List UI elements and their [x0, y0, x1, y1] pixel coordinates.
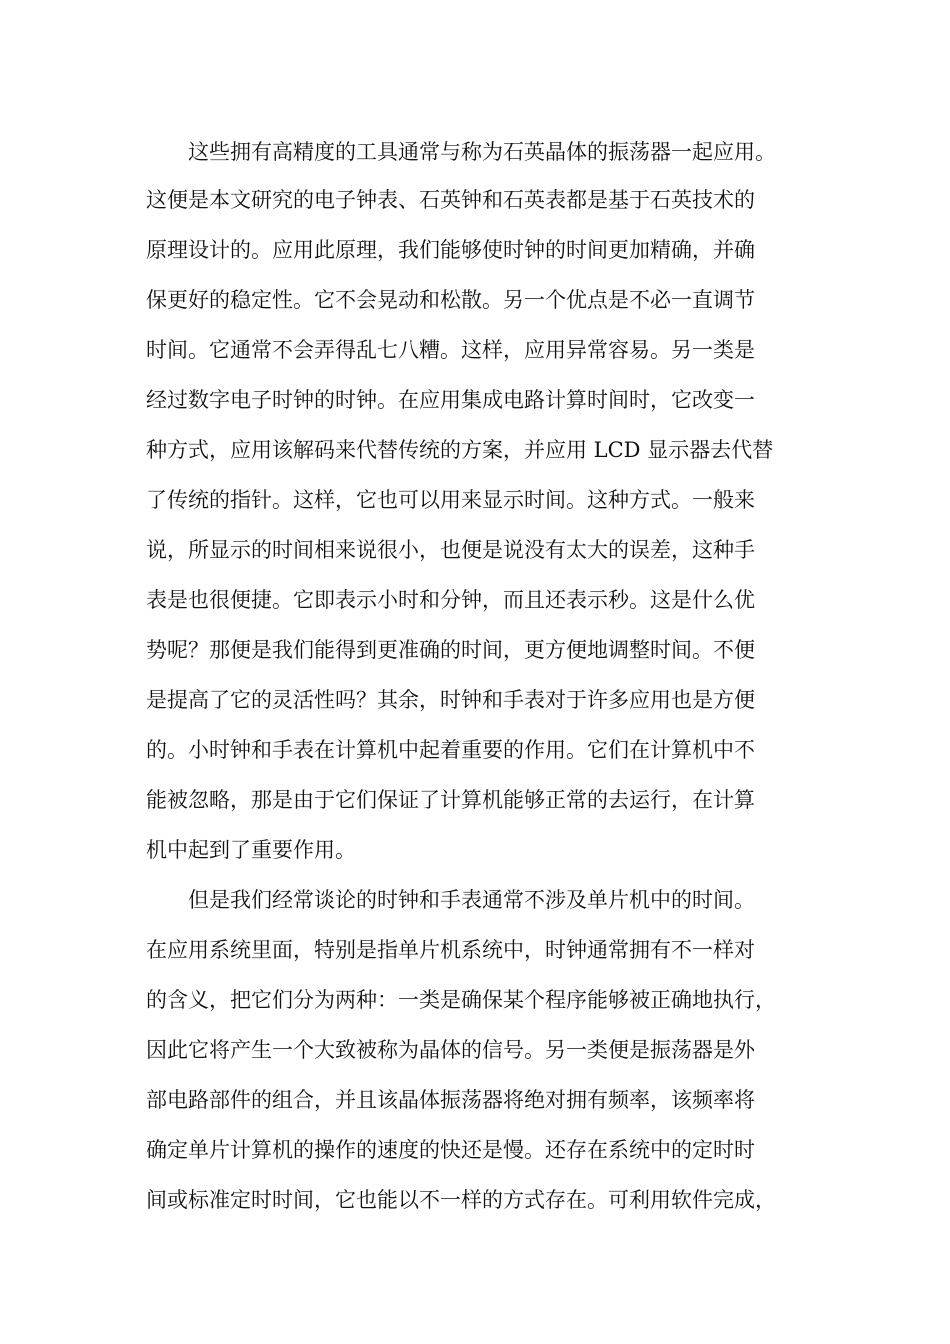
paragraph-2-line-4: 因此它将产生一个大致被称为晶体的信号。另一类便是振荡器是外 — [146, 1038, 755, 1062]
paragraph-2-line-1: 但是我们经常谈论的时钟和手表通常不涉及单片机中的时间。 — [188, 888, 755, 912]
paragraph-1-line-6: 经过数字电子时钟的时钟。在应用集成电路计算时间时，它改变一 — [146, 388, 755, 412]
paragraph-2-line-2: 在应用系统里面，特别是指单片机系统中，时钟通常拥有不一样对 — [146, 938, 755, 962]
paragraph-1-line-13: 的。小时钟和手表在计算机中起着重要的作用。它们在计算机中不 — [146, 738, 755, 762]
paragraph-2-line-6: 确定单片计算机的操作的速度的快还是慢。还存在系统中的定时时 — [146, 1138, 755, 1162]
paragraph-1-line-14: 能被忽略，那是由于它们保证了计算机能够正常的去运行，在计算 — [146, 788, 755, 812]
paragraph-1-line-4: 保更好的稳定性。它不会晃动和松散。另一个优点是不必一直调节 — [146, 288, 755, 312]
paragraph-1-line-2: 这便是本文研究的电子钟表、石英钟和石英表都是基于石英技术的 — [146, 188, 755, 212]
paragraph-1-line-9: 说，所显示的时间相来说很小，也便是说没有太大的误差，这种手 — [146, 538, 755, 562]
paragraph-1-line-5: 时间。它通常不会弄得乱七八糟。这样，应用异常容易。另一类是 — [146, 338, 755, 362]
paragraph-1-line-12: 是提高了它的灵活性吗？其余，时钟和手表对于许多应用也是方便 — [146, 688, 755, 712]
paragraph-1-line-10: 表是也很便捷。它即表示小时和分钟，而且还表示秒。这是什么优 — [146, 588, 755, 612]
paragraph-1-line-11: 势呢？那便是我们能得到更准确的时间，更方便地调整时间。不便 — [146, 638, 755, 662]
paragraph-2-line-3: 的含义，把它们分为两种：一类是确保某个程序能够被正确地执行， — [146, 988, 776, 1012]
paragraph-1-line-8: 了传统的指针。这样，它也可以用来显示时间。这种方式。一般来 — [146, 488, 755, 512]
paragraph-1-line-3: 原理设计的。应用此原理，我们能够使时钟的时间更加精确，并确 — [146, 238, 755, 262]
paragraph-1-line-15: 机中起到了重要作用。 — [146, 838, 356, 862]
paragraph-2-line-7: 间或标准定时时间，它也能以不一样的方式存在。可利用软件完成， — [146, 1188, 776, 1212]
paragraph-1-line-7: 种方式，应用该解码来代替传统的方案，并应用 LCD 显示器去代替 — [146, 438, 774, 462]
paragraph-2-line-5: 部电路部件的组合，并且该晶体振荡器将绝对拥有频率，该频率将 — [146, 1088, 755, 1112]
paragraph-1-line-1: 这些拥有高精度的工具通常与称为石英晶体的振荡器一起应用。 — [188, 140, 776, 164]
